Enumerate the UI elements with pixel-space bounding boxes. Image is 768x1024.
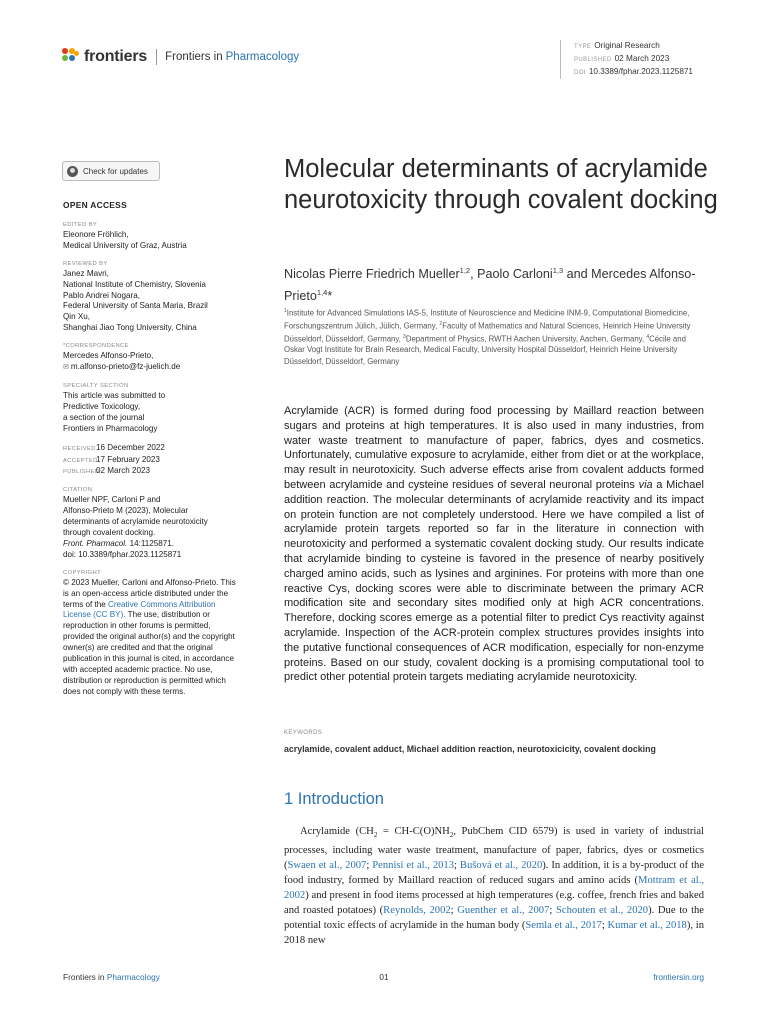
reviewer-line: Federal University of Santa Maria, Brazil	[63, 301, 208, 311]
citation-link[interactable]: Reynolds, 2002	[383, 905, 451, 917]
article-meta	[560, 40, 693, 79]
introduction-paragraph: Acrylamide ($CH_2 = CH-C(O)NH_2$, PubChem CID 6579) is used in variety of industrial processes, including water waste treatment, manufacture of paper, fabrics, dyes or cosmetics (Swaen et al., 2007; Pennisi et al., 2013; Bušová et al., 2020). In addition, it is a by-product of the food industry, formed by Maillard reaction of reduced sugars and amino acids (Mottram et al., 2002) and present in food items processed at high temperatures (e.g. coffee, french fries and baked and roasted potatoes) (Reynolds, 2002; Guenther et al., 2007; Schouten et al., 2020). Due to the potential toxic effects of acrylamide in the human body (Semla et al., 2017; Kumar et al., 2018), in 2018 new	[284, 826, 705, 947]
brand-name: frontiers	[84, 48, 148, 65]
section-heading-introduction: 1 Introduction	[284, 790, 384, 808]
citation-link[interactable]: Kumar et al., 2018	[607, 920, 687, 932]
citation-link[interactable]: Bušová et al., 2020	[459, 860, 543, 872]
reviewer-line: Janez Mavri,	[63, 268, 109, 278]
citation-link[interactable]: Guenther et al., 2007	[457, 905, 550, 917]
page-number: 01	[379, 972, 389, 982]
editor-line: Medical University of Graz, Austria	[63, 240, 187, 250]
reviewer-line: National Institute of Chemistry, Slovenia	[63, 279, 206, 289]
specialty-section: SPECIALTY SECTION This article was submitted to Predictive Toxicology, a section of the journal Frontiers in Pharmacology	[63, 382, 166, 433]
abstract: Acrylamide (ACR) is formed during food processing by Maillard reaction between sugars and proteins at high temperatures. It is also used in many industries, from water waste treatment to manufacture of paper, fabrics, dyes and cosmetics. Unfortunately, cumulative exposure to acrylamide, either from diet or at the workplace, may result in neurotoxicity. Such adverse effects arise from covalent adducts formed between acrylamide and cysteine residues of several neuronal proteins via a Michael addition reaction. The molecular determinants of acrylamide reactivity and its impact on protein function are not completely understood. Here we have compiled a list of acrylamide protein targets reported so far in the literature in connection with neurotoxicity and performed a systematic covalent docking study. Our results indicate that acrylamide binding to cysteine is favored in the presence of nearby positively charged amino acids, such as lysines and arginines. For proteins with more than one reactive Cys, docking scores were able to discriminate between the primary ACR modification site and secondary sites modified only at high ACR concentrations. Therefore, docking scores emerge as a potential filter to predict Cys reactivity against acrylamide. Inspection of the ACR-protein complex structures provides insights into the putative functional consequences of ACR modification, especially for non-enzyme proteins. Based on our study, covalent docking is a promising computational tool to predict other potential protein targets mediating acrylamide neurotoxicity.	[284, 405, 704, 684]
footer-site-link[interactable]: frontiersin.org	[653, 972, 704, 982]
author-name[interactable]: Paolo Carloni	[477, 267, 553, 282]
citation-link[interactable]: Pennisi et al., 2013	[372, 860, 455, 872]
author-name[interactable]: Mercedes Alfonso-Prieto	[284, 267, 696, 303]
subscript: 2	[449, 831, 454, 840]
edited-by-section: EDITED BY Eleonore Fröhlich, Medical University of Graz, Austria	[63, 221, 243, 252]
article-title: Molecular determinants of acrylamide neurotoxicity through covalent docking	[284, 155, 718, 214]
subscript: 2	[373, 831, 378, 840]
reviewer-line: Shanghai Jiao Tong University, China	[63, 323, 197, 333]
cc-by-license-link[interactable]: Creative Commons Attribution License (CC BY).	[63, 599, 216, 620]
footer-journal: Frontiers in Pharmacology	[63, 972, 160, 982]
received-date: RECEIVED16 December 2022	[63, 442, 165, 452]
check-for-updates-button[interactable]	[62, 161, 160, 181]
journal-name[interactable]: Pharmacology	[225, 51, 300, 63]
reviewer-line: Qin Xu,	[63, 312, 90, 322]
author-list: Nicolas Pierre Friedrich Mueller$^{1,2}$, Paolo Carloni$^{1,3}$ and Mercedes Alfonso-Prieto$^{1,4}$*	[284, 266, 696, 303]
correspondence-name: Mercedes Alfonso-Prieto,	[63, 351, 154, 361]
keywords-label: KEYWORDS	[284, 730, 323, 736]
journal-prefix: Frontiers in	[165, 51, 223, 63]
editor-line: Eleonore Fröhlich,	[63, 229, 129, 239]
copyright-section: COPYRIGHT © 2023 Mueller, Carloni and Alfonso-Prieto. This is an open-access article distributed under the terms of the Creative Commons Attribution License (CC BY). The use, distribution or reproduction in other forums is permitted, provided the original author(s) and the copyright owner(s) are credited and that the original publication in this journal is cited, in accordance with accepted academic practice. No use, distribution or reproduction is permitted which does not comply with these terms.	[63, 569, 236, 696]
published-date: PUBLISHED 02 March 2023	[574, 54, 670, 63]
reviewer-line: Pablo Andrei Nogara,	[63, 290, 140, 300]
sidebar	[63, 200, 243, 706]
citation-journal: Front. Pharmacol.	[63, 538, 128, 548]
frontiers-logo-icon	[62, 48, 80, 66]
check-updates-label: Check for updates	[83, 166, 148, 176]
citation-link[interactable]: Semla et al., 2017	[525, 920, 602, 932]
keywords: acrylamide, covalent adduct, Michael addition reaction, neurotoxicicity, covalent docking	[284, 744, 656, 754]
logo-divider	[156, 49, 157, 65]
frontiers-logo[interactable]	[62, 48, 299, 66]
citation-doi[interactable]: doi: 10.3389/fphar.2023.1125871	[63, 549, 182, 559]
citation-link[interactable]: Swaen et al., 2007	[287, 860, 367, 872]
open-access-label: OPEN ACCESS	[63, 200, 127, 210]
citation-link[interactable]: Mottram et al., 2002	[284, 875, 704, 902]
reviewed-by-section: REVIEWED BY Janez Mavri, National Institute of Chemistry, Slovenia Pablo Andrei Nogara, Federal University of Santa Maria, Brazil Qin Xu, Shanghai Jiao Tong University, China	[63, 260, 243, 334]
published-date-sidebar: PUBLISHED02 March 2023	[63, 466, 150, 476]
correspondence-section: *CORRESPONDENCE Mercedes Alfonso-Prieto, ✉ m.alfonso-prieto@fz-juelich.de	[63, 342, 243, 374]
affiliations: $^1$Institute for Advanced Simulations IAS-5, Institute of Neuroscience and Medicine INM-9, Computational Biomedicine, Forschungszentrum Jülich, Jülich, Germany, $^2$Faculty of Mathematics and Natural Sciences, Heinrich Heine University Düsseldorf, Düsseldorf, Germany, $^3$Department of Physics, RWTH Aachen University, Aachen, Germany, $^4$Cécile and Oskar Vogt Institute for Brain Research, Medical Faculty, University Hospital Düsseldorf, Heinrich Heine University Düsseldorf, Düsseldorf, Germany	[284, 308, 691, 366]
correspondence-email[interactable]: ✉ m.alfonso-prieto@fz-juelich.de	[63, 362, 243, 374]
citation-section: CITATION Mueller NPF, Carloni P and Alfonso-Prieto M (2023), Molecular determinants of acrylamide neurotoxicity through covalent docking. Front. Pharmacol. 14:1125871. doi: 10.3389/fphar.2023.1125871	[63, 486, 243, 560]
doi[interactable]: DOI 10.3389/fphar.2023.1125871	[574, 67, 693, 76]
author-name[interactable]: Nicolas Pierre Friedrich Mueller	[284, 267, 460, 282]
check-updates-icon	[67, 166, 78, 177]
citation-link[interactable]: Schouten et al., 2020	[555, 905, 649, 917]
dates-section	[63, 443, 243, 479]
accepted-date: ACCEPTED17 February 2023	[63, 454, 160, 464]
article-type: TYPE Original Research	[574, 41, 660, 50]
